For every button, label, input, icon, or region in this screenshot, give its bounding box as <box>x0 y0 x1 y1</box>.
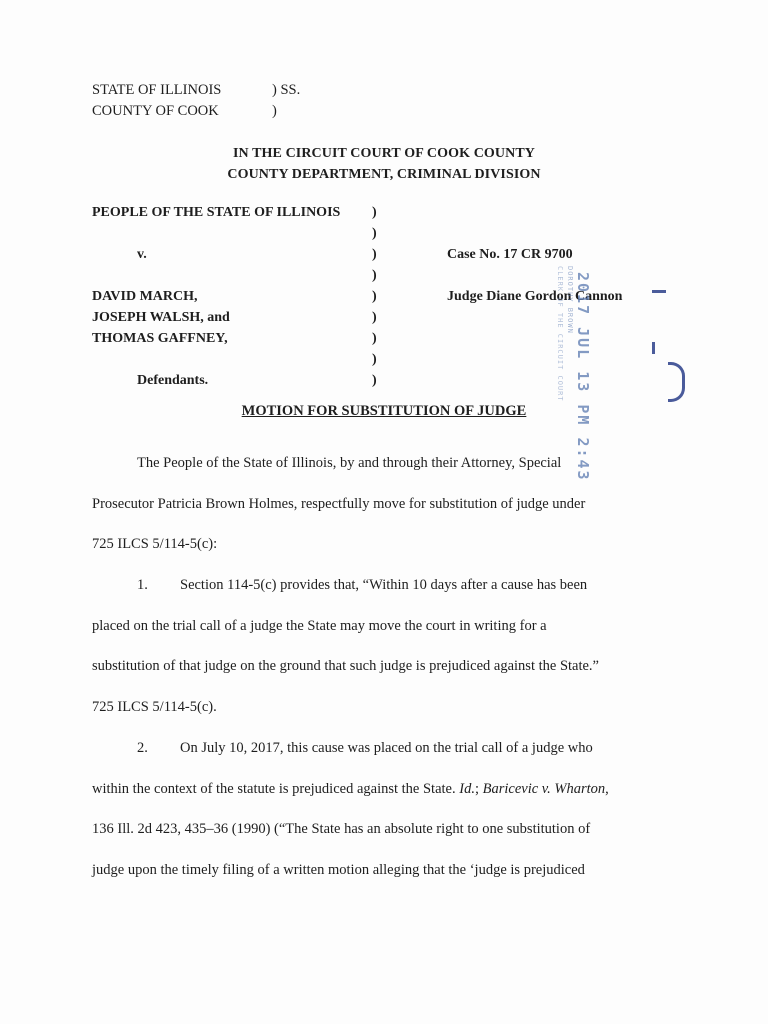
motion-title <box>0 403 768 420</box>
stamp-clerk-name: DOROTHY BROWN <box>566 266 574 334</box>
court-line-1: IN THE CIRCUIT COURT OF COOK COUNTY <box>233 146 535 161</box>
case-citation: Baricevic v. Wharton <box>482 780 606 797</box>
defendant-name: THOMAS GAFFNEY, <box>92 331 228 346</box>
caption-paren: ) <box>372 310 377 325</box>
stamp-date: 2017 JUL 13 PM 2:43 <box>574 272 592 482</box>
venue-county: COUNTY OF COOK <box>92 103 219 119</box>
judge-name: Judge Diane Gordon Cannon <box>447 289 623 304</box>
citation-separator: , <box>605 780 609 797</box>
plaintiff-name: PEOPLE OF THE STATE OF ILLINOIS <box>92 205 341 220</box>
venue-state: STATE OF ILLINOIS <box>92 82 222 98</box>
caption-paren: ) <box>372 226 377 241</box>
citation-id: Id. <box>459 780 475 797</box>
intro-line: The People of the State of Illinois, by and through their Attorney, Special <box>137 455 562 471</box>
venue-block <box>92 80 300 122</box>
paragraph-text: Section 114-5(c) provides that, “Within 10 days after a cause has been <box>180 577 588 594</box>
caption-case-info <box>447 202 707 307</box>
intro-line: 725 ILCS 5/114-5(c): <box>92 536 218 553</box>
court-line-2: COUNTY DEPARTMENT, CRIMINAL DIVISION <box>227 167 541 182</box>
caption-parties <box>92 202 372 391</box>
defendant-name: JOSEPH WALSH, and <box>92 310 230 325</box>
versus-label: v. <box>137 247 147 262</box>
stamp-mark <box>668 362 685 402</box>
stamp-clerk-office: CLERK OF THE CIRCUIT COURT <box>556 266 564 402</box>
paragraph-number: 1. <box>137 577 148 594</box>
venue-paren: ) <box>272 103 277 119</box>
paragraph-1-line <box>92 565 692 606</box>
caption-paren: ) <box>372 247 377 262</box>
venue-ss: ) SS. <box>272 82 301 98</box>
caption-paren: ) <box>372 352 377 367</box>
stamp-mark <box>652 342 655 354</box>
defendants-label: Defendants. <box>137 373 209 388</box>
motion-body <box>92 443 692 891</box>
paragraph-2-line: judge upon the timely filing of a written motion alleging that the ‘judge is prejudiced <box>92 861 585 878</box>
caption-paren: ) <box>372 331 377 346</box>
paragraph-number: 2. <box>137 739 148 756</box>
paragraph-2-line: 136 Ill. 2d 423, 435–36 (1990) (“The State has an absolute right to one substitution of <box>92 821 591 838</box>
paragraph-text: within the context of the statute is prejudiced against the State. <box>92 780 460 797</box>
paragraph-1-line: substitution of that judge on the ground that such judge is prejudiced against the State.” <box>92 658 599 675</box>
motion-title-text: MOTION FOR SUBSTITUTION OF JUDGE <box>241 403 527 419</box>
court-heading <box>0 143 768 185</box>
defendant-name: DAVID MARCH, <box>92 289 198 304</box>
caption-paren: ) <box>372 373 377 388</box>
paragraph-2-line <box>92 728 692 769</box>
paragraph-2-line <box>92 769 692 810</box>
paragraph-1-line: placed on the trial call of a judge the State may move the court in writing for a <box>92 617 547 634</box>
paragraph-1-line: 725 ILCS 5/114-5(c). <box>92 699 217 716</box>
case-number: Case No. 17 CR 9700 <box>447 247 573 262</box>
paragraph-text: On July 10, 2017, this cause was placed on the trial call of a judge who <box>180 739 593 756</box>
citation-separator: ; <box>474 780 483 797</box>
caption-paren: ) <box>372 289 377 304</box>
caption-paren: ) <box>372 268 377 283</box>
caption-paren: ) <box>372 205 377 220</box>
caption-parens <box>372 202 384 391</box>
intro-line: Prosecutor Patricia Brown Holmes, respectfully move for substitution of judge under <box>92 495 586 512</box>
